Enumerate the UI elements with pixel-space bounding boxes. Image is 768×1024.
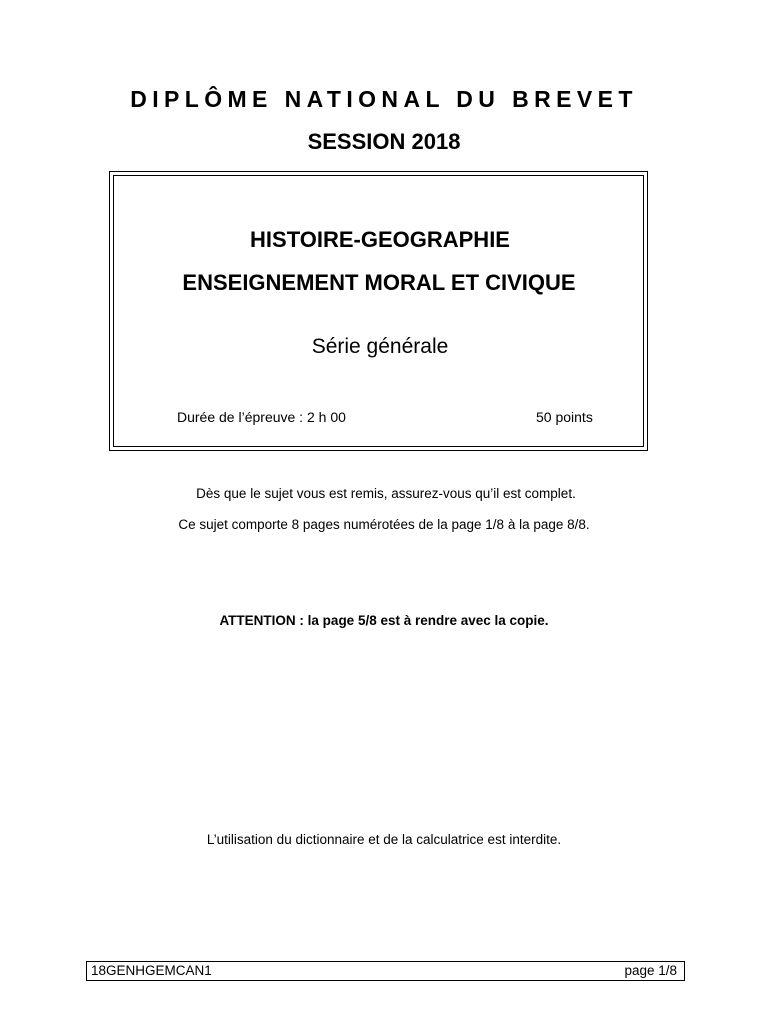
exam-duration: Durée de l’épreuve : 2 h 00 <box>177 409 346 425</box>
attention-notice: ATTENTION : la page 5/8 est à rendre avec la copie. <box>219 613 549 628</box>
instruction-pages: Ce sujet comporte 8 pages numérotées de la page 1/8 à la page 8/8. <box>178 517 590 532</box>
instruction-complete: Dès que le sujet vous est remis, assurez-vous qu’il est complet. <box>196 486 576 501</box>
exam-points: 50 points <box>536 409 593 425</box>
page-number: page 1/8 <box>624 963 677 978</box>
subject-code: 18GENHGEMCAN1 <box>91 963 212 978</box>
subject-title-moral-civic: ENSEIGNEMENT MORAL ET CIVIQUE <box>182 270 576 295</box>
exam-title: DIPLÔME NATIONAL DU BREVET <box>130 86 638 112</box>
page-footer <box>86 961 685 981</box>
dictionary-calculator-notice: L’utilisation du dictionnaire et de la calculatrice est interdite. <box>206 832 562 847</box>
subject-box-inner-border <box>113 175 644 447</box>
serie-label: Série générale <box>311 335 449 358</box>
subject-title-history-geography: HISTOIRE-GEOGRAPHIE <box>250 227 510 252</box>
session-label: SESSION 2018 <box>307 129 461 154</box>
